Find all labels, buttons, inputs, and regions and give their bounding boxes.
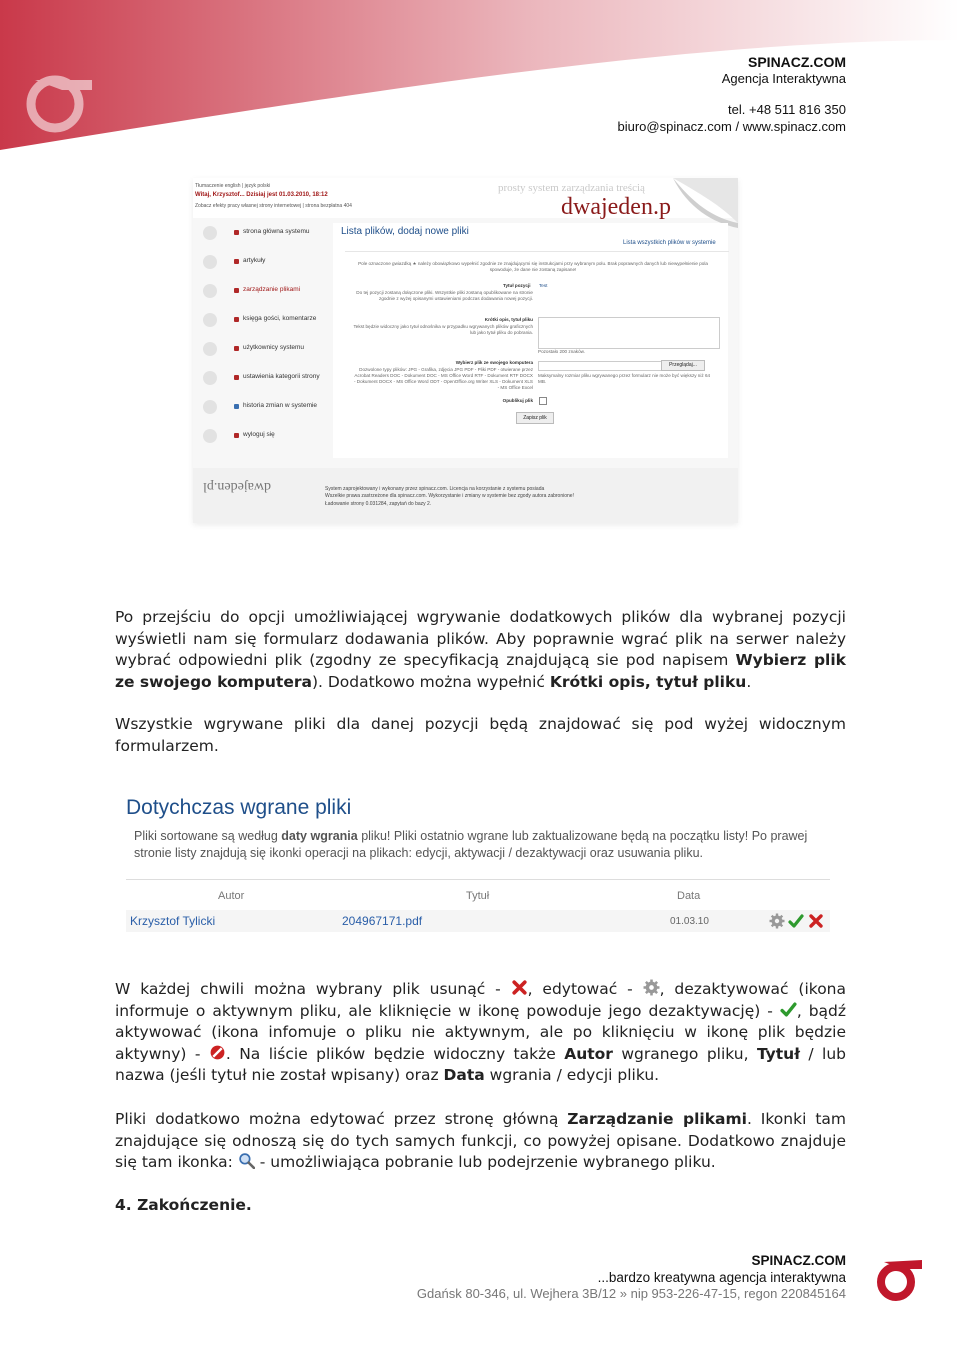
file-management-paragraph: Pliki dodatkowo można edytować przez stronę główną Zarządzanie plikami. Ikonki tam znajdujące się odnoszą się do tych samych funkcji, co powyżej opisane. Dodatkowo znajduje się tam ikonka: - umożliwiająca pobranie lub podejrzenie wybranego pliku. xyxy=(115,1110,847,1172)
cms-footer-line3: Ładowanie strony 0.031284, zapytań do bazy 2. xyxy=(325,501,432,507)
title-field-help: Do tej pozycji zostaną dołączone pliki. Wszystkie pliki zostaną opublikowane na stronie zgodnie z wyżej opisanymi ustawieniami podczas dodawania nowej pozycji. xyxy=(356,290,533,301)
desc-textarea[interactable] xyxy=(538,317,720,349)
sidebar-item-home[interactable]: strona główna systemu xyxy=(203,223,321,243)
article-icon xyxy=(234,259,239,264)
actions-paragraph: W każdej chwili można wybrany plik usunąć - , edytować - , dezaktywować (ikona informuje o aktywnym pliku, ale kliknięcie w ikonę powoduje jego dezaktywację) - , bądź aktywować (ikona infomuje o pliku nie aktywnym, ale po kliknięciu w ikonę plik będzie aktywny) - . Na liście plików będzie widoczny także Autor wgranego pliku, Tytuł / lub nazwa (jeśli tytuł nie został wpisany) oraz Data wgrania / edycji pliku. xyxy=(115,980,847,1085)
circle-icon xyxy=(203,371,217,385)
file-path-input[interactable] xyxy=(538,361,670,371)
inactive-circle-icon xyxy=(209,1044,226,1061)
circle-icon xyxy=(203,226,217,240)
choose-file-bold: Wybierz plik ze swojego komputera xyxy=(115,651,846,691)
cms-footer xyxy=(193,468,738,523)
house-icon xyxy=(234,230,239,235)
uploaded-files-title: Dotychczas wgrane pliki xyxy=(126,796,352,819)
desc-field-label: Krótki opis, tytuł pliku xyxy=(484,317,533,322)
column-header-author: Autor xyxy=(218,890,245,902)
cms-main-panel xyxy=(333,223,728,458)
circle-icon xyxy=(203,400,217,414)
header-company: SPINACZ.COM xyxy=(748,54,846,70)
publish-checkbox[interactable] xyxy=(539,397,547,405)
file-date: 01.03.10 xyxy=(670,916,709,927)
short-desc-bold: Krótki opis, tytuł pliku xyxy=(549,672,747,691)
section-heading: 4. Zakończenie. xyxy=(115,1196,252,1214)
desc-field-help: Tekst będzie widoczny jako tytuł odnośnika w przypadku wgrywanych plików graficznych lub jako tytuł pliku do pobrania. xyxy=(353,324,533,335)
top-links[interactable]: Zobacz efekty pracy własnej strony internetowej | strona bezpłatna 404 xyxy=(195,203,352,209)
footer-company: SPINACZ.COM xyxy=(751,1253,846,1268)
header-phone: tel. +48 511 816 350 xyxy=(728,102,846,117)
circle-icon xyxy=(203,284,217,298)
files-list-paragraph: Wszystkie wgrywane pliki dla danej pozycji będą znajdować się pod wyżej widocznym formularzem. xyxy=(115,715,846,755)
table-row xyxy=(126,910,830,932)
cms-screenshot-upload-form xyxy=(193,178,738,523)
brand-logo: dwajeden.p xyxy=(561,194,671,220)
cms-footer-logo: dwajeden.pl xyxy=(203,479,272,494)
column-header-date: Data xyxy=(677,890,701,902)
language-switch[interactable]: Tłumaczenie english | język polski xyxy=(195,183,271,189)
required-fields-note: Pole oznaczone gwiazdką ★ należy obowiązkowo wypełnić zgodnie ze znajdującymi się instrukcjami przy wybranym polu. Brak poprawnych danych lub niewypełnienie pola spowoduje, że dane nie zostaną zapisane! xyxy=(358,261,708,272)
welcome-text: Witaj, Krzysztof... Dzisiaj jest 01.03.2010, 18:12 xyxy=(195,192,328,198)
cms-footer-line2: Wszelkie prawa zastrzeżone dla spinacz.com. Wykorzystanie i zmiany w systemie bez zgody autora zabronione! xyxy=(325,493,574,499)
magnifier-icon xyxy=(238,1152,255,1169)
column-header-title: Tytuł xyxy=(466,890,490,902)
sidebar-item-history[interactable]: historia zmian w systemie xyxy=(203,397,321,417)
history-icon xyxy=(234,404,239,409)
divider xyxy=(126,879,830,880)
title-field-label: Tytuł pozycji xyxy=(503,283,531,288)
gear-icon xyxy=(643,979,660,996)
sigma-logo-icon xyxy=(872,1252,924,1304)
logout-icon xyxy=(234,433,239,438)
file-field-label: Wybierz plik ze swojego komputera xyxy=(455,360,533,365)
uploaded-files-desc: Pliki sortowane są według daty wgrania pliku! Pliki ostatnio wgrane lub zaktualizowane będą na początku listy! Po prawej stronie listy znajdują się ikonki operacji na plikach: edycji, aktywacji / dezaktywacji oraz usuwania pliku. xyxy=(134,829,808,860)
file-author-link[interactable]: Krzysztof Tylicki xyxy=(130,914,216,928)
file-title-link[interactable]: 204967171.pdf xyxy=(342,914,423,928)
list-all-files-link[interactable]: Lista wszystkich plików w systemie xyxy=(623,240,716,246)
circle-icon xyxy=(203,255,217,269)
cms-footer-line1: System zaprojektowany i wykonany przez spinacz.com. Licencja na korzystanie z systemu posiada xyxy=(325,486,545,492)
sitemap-icon xyxy=(234,375,239,380)
checkmark-icon[interactable] xyxy=(788,913,804,929)
circle-icon xyxy=(203,342,217,356)
allowed-types-help: Dozwolone typy plików: JPG - Grafika, zdjęcia JPG PDF - Pliki PDF - otwierane przez Acrobat Readers DOC - Dokument DOC - MS Office Word RTF - Dokument RTF DOCX - Dokument DOCX - MS Office Word ODT - OpenOffice.org Writer XLS - Dokument XLS - MS Office Excel xyxy=(353,367,533,390)
publish-label: Opublikuj plik xyxy=(502,398,533,403)
users-icon xyxy=(234,346,239,351)
sidebar-item-guestbook[interactable]: księga gości, komentarze xyxy=(203,310,321,330)
footer-tagline: ...bardzo kreatywna agencja interaktywna xyxy=(597,1270,846,1285)
comment-icon xyxy=(234,317,239,322)
sidebar-item-logout[interactable]: wyloguj się xyxy=(203,426,321,446)
header-contact: biuro@spinacz.com / www.spinacz.com xyxy=(617,119,846,134)
title-field-value: Test xyxy=(539,283,548,288)
page-title: Lista plików, dodaj nowe pliki xyxy=(341,226,469,237)
uploaded-files-screenshot xyxy=(116,782,836,942)
header-tagline: Agencja Interaktywna xyxy=(721,71,846,86)
cms-sidebar xyxy=(193,223,321,458)
title-divider xyxy=(345,251,729,252)
brand-tagline: prosty system zarządzania treścią xyxy=(498,182,645,194)
max-size-note: Maksymalny rozmiar pliku wgrywanego przez formularz nie może być większy niż 64 MB. xyxy=(538,373,711,384)
sidebar-item-files[interactable]: zarządzanie plikami xyxy=(203,281,321,301)
intro-paragraph: Po przejściu do opcji umożliwiającej wgrywanie dodatkowych plików dla wybranej pozycji wyświetli nam się formularz dodawania plików. Aby poprawnie wgrać plik na serwer należy wybrać odpowiedni plik (zgodny ze specyfikacją znajdującą sie pod napisem Wybierz plik ze swojego komputera). Dodatkowo można wypełnić Krótki opis, tytuł pliku. xyxy=(115,608,846,691)
browse-button[interactable]: Przeglądaj... xyxy=(661,360,705,371)
circle-icon xyxy=(203,429,217,443)
circle-icon xyxy=(203,313,217,327)
save-file-button[interactable]: Zapisz plik xyxy=(516,412,554,424)
delete-x-icon[interactable] xyxy=(808,913,824,929)
checkmark-icon xyxy=(780,1001,797,1018)
gear-icon[interactable] xyxy=(769,913,785,929)
sidebar-item-categories[interactable]: ustawienia kategorii strony xyxy=(203,368,321,388)
delete-x-icon xyxy=(511,979,528,996)
files-icon xyxy=(234,288,239,293)
footer-address: Gdańsk 80-346, ul. Wejhera 3B/12 » nip 953-226-47-15, regon 220845164 xyxy=(416,1286,846,1301)
desc-char-counter: Pozostało 200 znaków. xyxy=(538,349,585,354)
sidebar-item-articles[interactable]: artykuły xyxy=(203,252,321,272)
sidebar-item-users[interactable]: użytkownicy systemu xyxy=(203,339,321,359)
